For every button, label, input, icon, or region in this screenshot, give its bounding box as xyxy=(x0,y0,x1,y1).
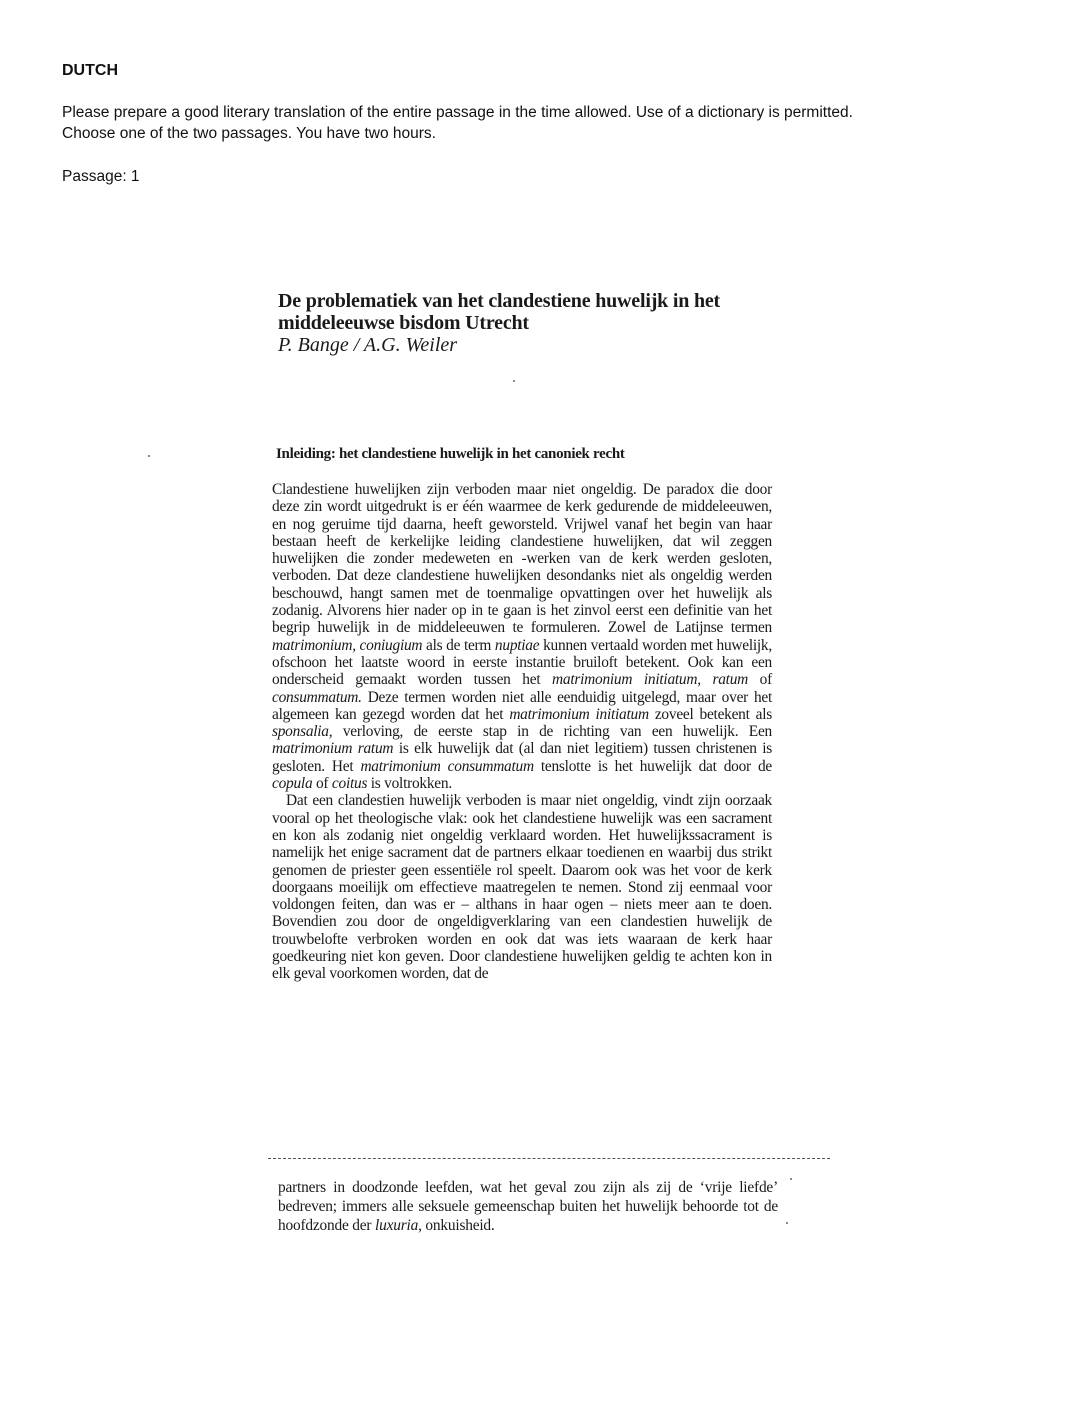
latin-term: matrimonium consummatum xyxy=(360,757,534,775)
text-run: tenslotte is het huwelijk dat door de xyxy=(533,757,772,775)
scan-speck xyxy=(513,380,515,382)
text-run: Deze termen worden niet alle eenduidig uitgelegd, maar over het algemeen kan gezegd worden dat het xyxy=(272,688,772,723)
passage-label: Passage: 1 xyxy=(62,168,140,185)
article-authors: P. Bange / A.G. Weiler xyxy=(278,334,458,356)
scan-speck xyxy=(786,1222,788,1224)
latin-term: luxuria, xyxy=(375,1217,422,1234)
latin-term: nuptiae xyxy=(494,636,540,654)
text-run: zoveel betekent als xyxy=(648,705,772,723)
clipping-edge xyxy=(268,1158,830,1159)
exam-header xyxy=(62,62,1022,186)
article-title-line-2: middeleeuwse bisdom Utrecht xyxy=(278,312,529,334)
text-run: Clandestiene huwelijken zijn verboden maar niet ongeldig. De paradox die door deze zin wordt uitgedrukt is er één waarmee de kerk gedurende de middeleeuwen, en nog geruime tijd daarna, heeft geworsteld. Vrijwel vanaf het begin van haar bestaan heeft de kerkelijke leiding clandestiene huwelijken, dat wil zeggen huwelijken die zonder medeweten en -werken van de kerk werden gesloten, verboden. Dat deze clandestiene huwelijken desondanks niet als ongeldig werden beschouwd, hangt samen met de toenmalige opvattingen over het huwelijk als zodanig. Alvorens hier nader op in te gaan is het zinvol eerst een definitie van het begrip huwelijk in de middeleeuwen te formuleren. Zowel de Latijnse termen xyxy=(272,481,772,637)
scan-speck xyxy=(148,455,150,457)
text-run: of xyxy=(312,775,332,793)
paragraph-2: Dat een clandestien huwelijk verboden is maar niet ongeldig, vindt zijn oorzaak vooral op het theologische vlak: ook het clandestiene huwelijk was een sacrament en kon als zodanig niet ongeldig verklaard worden. Het huwelijkssacrament is namelijk het enige sacrament dat de partners elkaar toedienen en waarbij dus strikt genomen de priester geen essentiële rol speelt. Daarom ook was het voor de kerk doorgaans moeilijk om effectieve maatregelen te nemen. Stond zij eenmaal voor voldongen feiten, dan was er – althans in haar ogen – niets meer aan te doen. Bovendien zou door de ongeldigverklaring van een clandestien huwelijk de trouwbelofte verbroken worden en ook dat was iets waaraan de kerk haar goedkeuring niet kon geven. Door clandestiene huwelijken geldig te achten kon in elk geval voorkomen worden, dat de xyxy=(272,792,772,983)
text-run: is voltrokken. xyxy=(367,775,452,793)
article-body xyxy=(272,481,772,983)
article-title-line-1: De problematiek van het clandestiene huwelijk in het xyxy=(278,290,721,312)
section-heading: Inleiding: het clandestiene huwelijk in het canoniek recht xyxy=(276,446,625,462)
continuation-paragraph xyxy=(278,1178,778,1235)
latin-term: copula xyxy=(272,775,313,793)
language-heading: DUTCH xyxy=(62,62,118,79)
text-run: of xyxy=(748,671,773,689)
latin-term: matrimonium initiatum xyxy=(509,705,649,723)
text-run: als de term xyxy=(422,636,495,654)
text-run: verloving, de eerste stap in de richting van een huwelijk. Een xyxy=(332,723,772,741)
instructions-line-1: Please prepare a good literary translation of the entire passage in the time allowed. Use of a dictionary is permitted. xyxy=(62,104,853,121)
paragraph-1 xyxy=(272,481,772,792)
text-run: onkuisheid. xyxy=(421,1217,495,1234)
latin-term: consummatum. xyxy=(272,688,362,706)
scan-speck xyxy=(790,1178,792,1180)
text-run: is elk huwelijk dat (al dan niet legitiem) tussen christenen is gesloten. Het xyxy=(272,740,772,775)
text-run: partners in doodzonde leefden, wat het geval zou zijn als zij de ‘vrije liefde’ bedreven; immers alle seksuele gemeenschap buiten het huwelijk behoorde tot de hoofdzonde der xyxy=(278,1179,778,1234)
latin-term: matrimonium ratum xyxy=(272,740,394,758)
latin-term: sponsalia, xyxy=(272,723,333,741)
latin-term: matrimonium initiatum, ratum xyxy=(552,671,749,689)
latin-term: matrimonium, coniugium xyxy=(272,636,423,654)
text-run: kunnen vertaald worden met huwelijk, ofschoon het laatste woord in eerste instantie bruiloft betekent. Ook kan een onderscheid gemaakt worden tussen het xyxy=(272,636,772,689)
instructions-line-2: Choose one of the two passages. You have two hours. xyxy=(62,125,436,142)
latin-term: coitus xyxy=(331,775,368,793)
scanned-article xyxy=(272,290,782,983)
